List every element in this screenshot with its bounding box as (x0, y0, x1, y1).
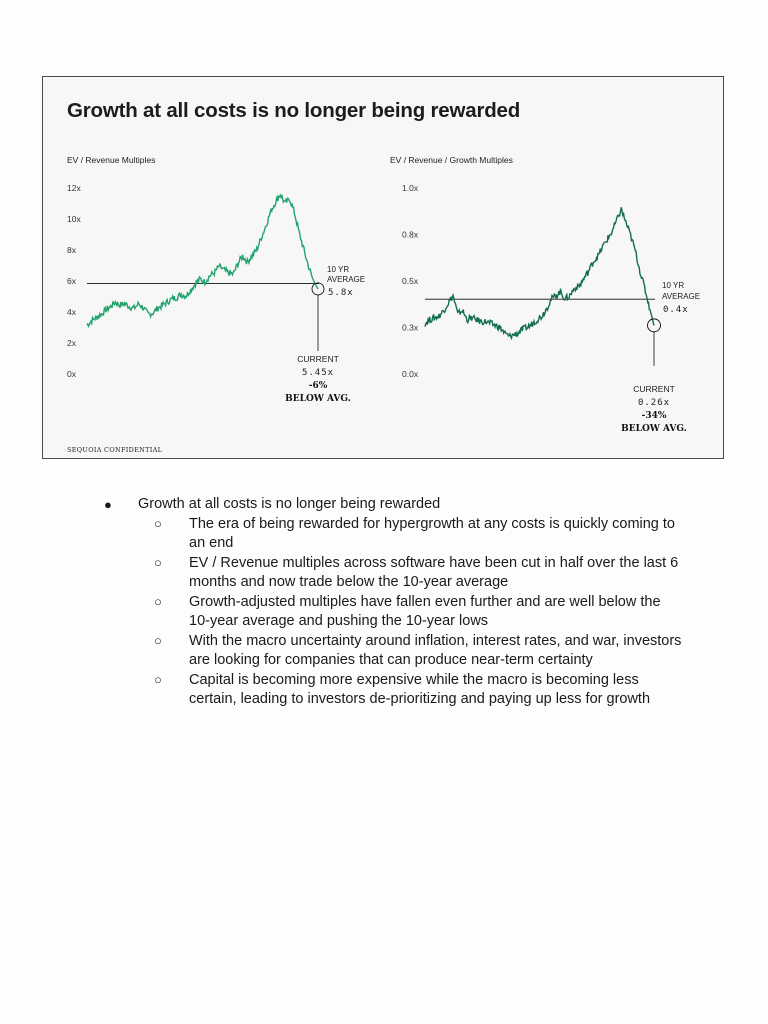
series-line (87, 195, 318, 326)
sub-bullet (106, 632, 684, 671)
delta-note: BELOW AVG. (621, 424, 687, 434)
bullet-circle-icon: ○ (154, 593, 162, 609)
sub-bullet (106, 554, 684, 593)
sub-bullet-text: Growth-adjusted multiples have fallen even further and are well below the 10-year average and pushing the 10-year lows (189, 593, 661, 629)
series-line (425, 207, 654, 338)
sub-bullet-text: Capital is becoming more expensive while the macro is becoming less certain, leading to investors de-prioritizing and paying up less for growth (189, 671, 651, 707)
delta-value: -6% (308, 381, 328, 391)
chart-title: EV / Revenue Multiples (67, 155, 156, 165)
slide-title: Growth at all costs is no longer being rewarded (67, 99, 521, 122)
y-tick-label: 2x (67, 338, 76, 348)
y-tick-label: 8x (67, 245, 76, 255)
avg-label-1: 10 YR (662, 281, 685, 290)
sub-bullet-text: With the macro uncertainty around inflation, interest rates, and war, investors are looking for companies that can produce near-term certainty (189, 632, 682, 668)
delta-value: -34% (641, 411, 667, 421)
slide (42, 76, 724, 459)
avg-value: 5.8x (328, 288, 354, 298)
charts-canvas (43, 77, 725, 460)
bullet-circle-icon: ○ (154, 515, 162, 531)
y-tick-label: 4x (67, 307, 76, 317)
y-tick-label: 10x (67, 214, 81, 224)
y-tick-label: 0.8x (402, 229, 419, 240)
bullet-list (106, 495, 726, 710)
y-tick-label: 12x (67, 183, 81, 193)
y-tick-label: 0.0x (402, 369, 419, 379)
sub-bullet (106, 671, 684, 710)
bullet-main-text: Growth at all costs is no longer being rewarded (138, 496, 441, 512)
chart-title: EV / Revenue / Growth Multiples (390, 155, 513, 165)
sub-bullet-text: EV / Revenue multiples across software have been cut in half over the last 6 months and now trade below the 10-year average (189, 554, 679, 590)
bullet-circle-icon: ○ (154, 554, 162, 570)
delta-note: BELOW AVG. (285, 394, 351, 404)
y-tick-label: 0.3x (402, 322, 419, 333)
y-tick-label: 0.5x (402, 276, 419, 286)
bullet-circle-icon: ○ (154, 632, 162, 648)
confidential-label: SEQUOIA CONFIDENTIAL (67, 446, 163, 454)
y-tick-label: 1.0x (402, 183, 419, 193)
bullet-circle-icon: ○ (154, 671, 162, 687)
current-value: 0.26x (637, 398, 671, 408)
current-label: CURRENT (297, 354, 339, 364)
current-value: 5.45x (301, 368, 335, 378)
sub-bullet-text: The era of being rewarded for hypergrowth at any costs is quickly coming to an end (189, 515, 675, 551)
chart-ev-revenue-growth (390, 155, 700, 434)
chart-ev-revenue (67, 155, 365, 404)
avg-value: 0.4x (663, 305, 689, 315)
bullet-main (106, 495, 726, 515)
bullet-dot-icon: ● (104, 497, 112, 512)
avg-label-2: AVERAGE (662, 292, 701, 301)
sub-bullet (106, 593, 684, 632)
current-label: CURRENT (633, 384, 675, 394)
y-tick-label: 6x (67, 276, 76, 286)
avg-label-2: AVERAGE (327, 275, 366, 284)
sub-bullet (106, 515, 684, 554)
avg-label-1: 10 YR (327, 265, 350, 274)
y-tick-label: 0x (67, 369, 76, 379)
